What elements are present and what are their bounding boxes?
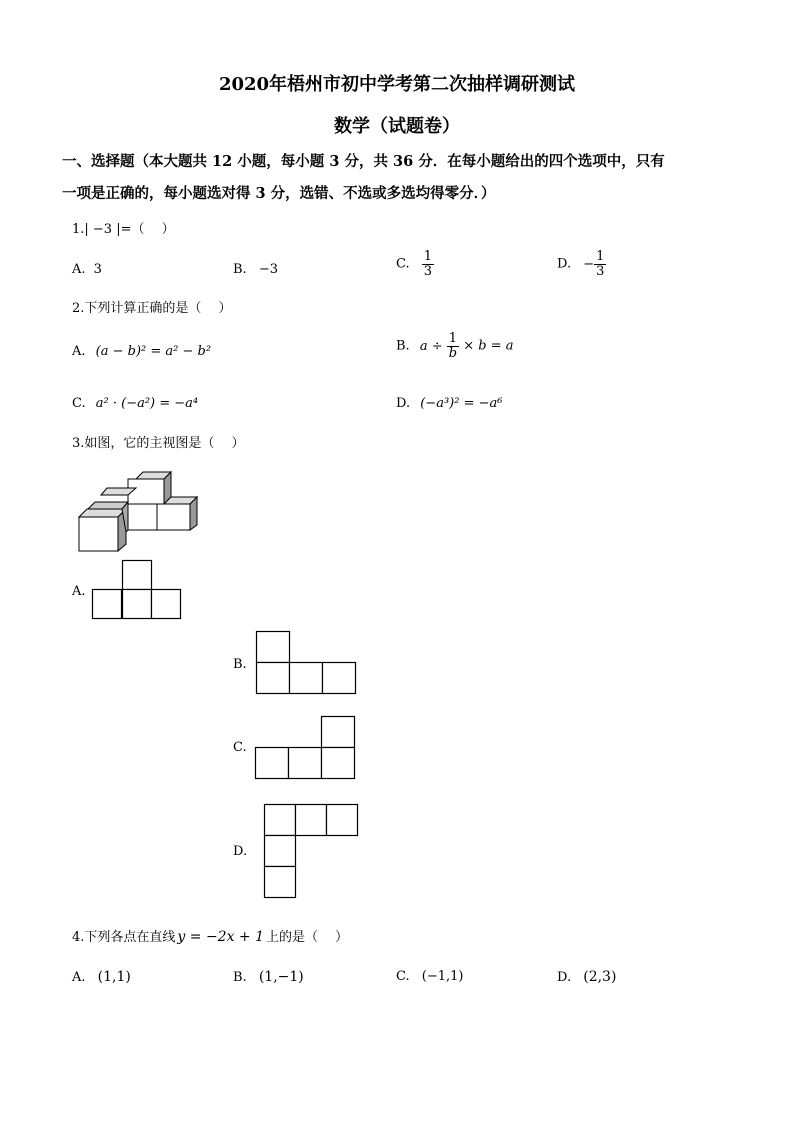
q3-option-b-label: B. [233, 657, 247, 672]
q2-option-b-fraction [447, 332, 459, 360]
q1-option-b-label: B. [233, 262, 247, 277]
q3-option-c-figure [255, 716, 357, 780]
q1-option-c-fraction [422, 250, 434, 278]
q2-option-a-label: A. [72, 344, 86, 359]
cube-stack-figure [76, 466, 200, 554]
q4-option-d [557, 969, 616, 985]
q1-option-c-denominator: 3 [423, 263, 433, 279]
q3-option-d-label: D. [233, 844, 248, 859]
q3-option-c-label: C. [233, 740, 247, 755]
q1-option-c-numerator: 1 [423, 249, 433, 264]
q1-option-d-denominator: 3 [596, 263, 605, 279]
q1-option-a-label: A. [72, 262, 86, 277]
q1-option-a-value: 3 [93, 262, 102, 277]
q4-option-a [72, 969, 131, 985]
q4-option-c-value: (−1,1) [421, 969, 464, 984]
q1-option-d-sign: − [583, 256, 595, 272]
q2-option-b-numerator: 1 [448, 331, 458, 346]
q2-option-a-expression: (a − b)² = a² − b² [95, 344, 212, 359]
q1-option-a [72, 262, 102, 277]
q2-option-b-pre: a ÷ [419, 338, 443, 354]
q4-option-d-label: D. [557, 970, 572, 985]
q4-option-a-value: (1,1) [97, 969, 131, 985]
q2-option-c-label: C. [72, 396, 86, 411]
q4-option-c [396, 969, 463, 984]
page-subtitle: 数学（试题卷） [334, 116, 460, 137]
question-4-stem-prefix: 4.下列各点在直线 [72, 930, 176, 945]
q1-option-d [557, 250, 606, 278]
q4-option-c-label: C. [396, 969, 410, 984]
q2-option-b-label: B. [396, 338, 410, 354]
q4-option-b [233, 969, 304, 985]
q2-option-c [72, 396, 198, 411]
question-1-number: 1. [72, 222, 85, 237]
q1-option-d-label: D. [557, 256, 572, 272]
q1-option-b [233, 262, 278, 277]
question-4-equation: y = −2x + 1 [177, 929, 265, 945]
q2-option-d-expression: (−a³)² = −a⁶ [420, 396, 503, 411]
question-1 [72, 218, 175, 237]
q2-option-a [72, 344, 211, 359]
q2-option-b [396, 332, 513, 360]
q4-option-a-label: A. [72, 970, 86, 985]
q4-option-b-label: B. [233, 970, 247, 985]
page-title: 2020年梧州市初中学考第二次抽样调研测试 [218, 74, 576, 95]
q1-option-c [396, 250, 434, 278]
q1-option-b-value: −3 [258, 262, 278, 277]
q1-option-c-label: C. [396, 256, 410, 272]
q3-option-a-label: A. [72, 584, 86, 599]
q2-option-b-denominator: b [448, 345, 458, 361]
q2-option-d [396, 396, 502, 411]
section-heading-line1: 一、选择题（本大题共 12 小题，每小题 3 分，共 36 分．在每小题给出的四个选项中，只有 [62, 153, 665, 170]
question-2-stem: 2.下列计算正确的是（ ） [72, 301, 232, 316]
q3-option-d-figure [264, 804, 360, 900]
q4-option-d-value: (2,3) [583, 969, 617, 985]
q2-option-b-post: × b = a [463, 338, 514, 354]
q3-option-b-figure [256, 631, 358, 695]
q2-option-c-expression: a² · (−a²) = −a⁴ [95, 396, 199, 411]
q1-option-d-numerator: 1 [596, 249, 605, 264]
q2-option-d-label: D. [396, 396, 411, 411]
q3-option-a-figure [92, 560, 182, 620]
question-4-stem-suffix: 上的是（ ） [266, 930, 349, 945]
section-heading-line2: 一项是正确的，每小题选对得 3 分，选错、不选或多选均得零分．） [62, 185, 496, 202]
q1-option-d-fraction [594, 250, 606, 278]
q4-option-b-value: (1,−1) [258, 969, 304, 985]
question-3-stem: 3.如图，它的主视图是（ ） [72, 436, 245, 451]
question-1-expression: | −3 |=（ ） [84, 222, 175, 237]
question-4 [72, 926, 348, 945]
